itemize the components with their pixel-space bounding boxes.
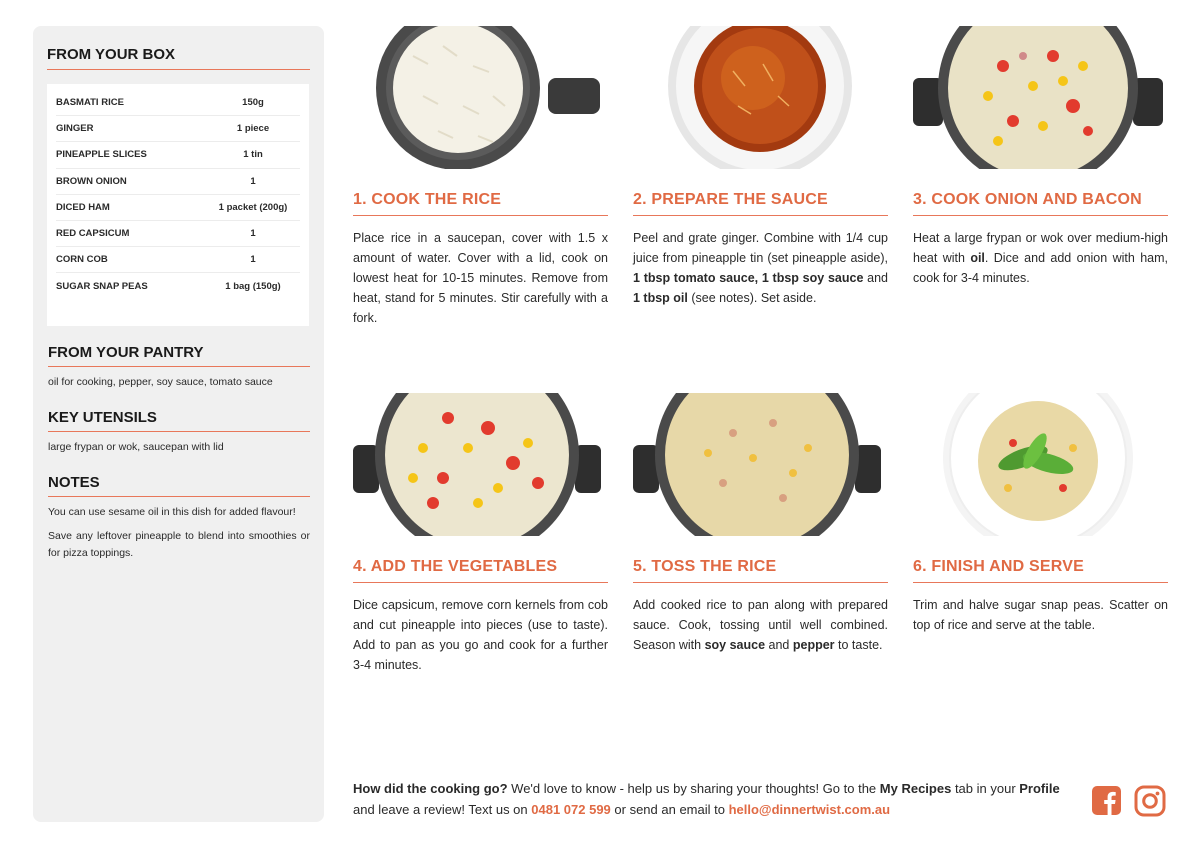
note-text: Save any leftover pineapple to blend into smoothies or for pizza toppings. (48, 529, 310, 559)
table-row (56, 90, 300, 116)
step-4-photo (353, 393, 608, 536)
step-4-title: 4. ADD THE VEGETABLES (353, 558, 608, 583)
table-row (56, 247, 300, 273)
table-row (56, 221, 300, 247)
table-row (56, 116, 300, 142)
email-link[interactable]: hello@dinnertwist.com.au (728, 802, 891, 817)
ingredient-name: GINGER (56, 123, 94, 135)
ingredient-qty: 150g (242, 97, 264, 109)
ingredients-sidebar (33, 26, 324, 822)
note-text: You can use sesame oil in this dish for added flavour! (48, 505, 296, 518)
step-5-photo (633, 393, 888, 536)
step-2-text: Peel and grate ginger. Combine with 1/4 cup juice from pineapple tin (set pineapple aside), 1 tbsp tomato sauce, 1 tbsp soy sauce and 1 tbsp oil (see notes). Set aside. (633, 231, 888, 305)
ingredient-qty: 1 piece (236, 123, 270, 135)
step-1-text: Place rice in a saucepan, cover with 1.5 x amount of water. Cover with a lid, cook on lowest heat for 10-15 minutes. Remove from heat, stand for 5 minutes. Stir carefully with a fork. (353, 231, 608, 325)
step-3-text: Heat a large frypan or wok over medium-high heat with oil. Dice and add onion with ham, cook for 3-4 minutes. (913, 231, 1168, 285)
step-5 (633, 393, 888, 655)
phone-link[interactable]: 0481 072 599 (531, 802, 611, 817)
ingredient-name: RED CAPSICUM (56, 228, 130, 240)
step-5-text: Add cooked rice to pan along with prepared sauce. Cook, tossing until well combined. Season with soy sauce and pepper to taste. (633, 598, 888, 652)
instagram-icon[interactable] (1134, 785, 1166, 822)
notes-heading: NOTES (48, 474, 310, 497)
step-3-title: 3. COOK ONION AND BACON (913, 191, 1168, 216)
pantry-text: oil for cooking, pepper, soy sauce, tomato sauce (48, 375, 273, 388)
utensils-text: large frypan or wok, saucepan with lid (48, 440, 224, 453)
ingredient-qty: 1 (250, 254, 256, 266)
ingredient-qty: 1 (250, 175, 256, 187)
ingredient-qty: 1 (250, 228, 256, 240)
step-3-photo (913, 26, 1168, 169)
table-row (56, 169, 300, 195)
ingredient-qty: 1 bag (150g) (225, 280, 281, 292)
table-row (56, 195, 300, 221)
step-6-photo (913, 393, 1168, 536)
ingredient-name: PINEAPPLE SLICES (56, 149, 147, 161)
box-heading: FROM YOUR BOX (47, 46, 310, 70)
box-ingredients-table (47, 84, 309, 326)
step-6-text: Trim and halve sugar snap peas. Scatter on top of rice and serve at the table. (913, 598, 1168, 632)
step-6 (913, 393, 1168, 635)
step-2 (633, 26, 888, 308)
step-1 (353, 26, 608, 328)
pantry-section (47, 344, 310, 391)
pantry-heading: FROM YOUR PANTRY (48, 344, 310, 367)
step-4-text: Dice capsicum, remove corn kernels from cob and cut pineapple into pieces (use to taste). Add to pan as you go and cook for a further 3-4 minutes. (353, 598, 608, 672)
ingredient-name: BROWN ONION (56, 175, 127, 187)
step-4 (353, 393, 608, 675)
step-1-photo (353, 26, 608, 169)
step-2-photo (633, 26, 888, 169)
table-row (56, 273, 300, 299)
ingredient-qty: 1 packet (200g) (218, 201, 288, 213)
step-6-title: 6. FINISH AND SERVE (913, 558, 1168, 583)
feedback-footer: How did the cooking go? We'd love to know - help us by sharing your thoughts! Go to the My Recipes tab in your Profile and leave a review! Text us on 0481 072 599 or send an email to hello@dinnertwist.com.au (353, 781, 1060, 817)
table-row (56, 142, 300, 168)
ingredient-name: SUGAR SNAP PEAS (56, 280, 148, 292)
step-2-title: 2. PREPARE THE SAUCE (633, 191, 888, 216)
step-5-title: 5. TOSS THE RICE (633, 558, 888, 583)
ingredient-name: BASMATI RICE (56, 97, 124, 109)
notes-section (47, 474, 310, 562)
utensils-heading: KEY UTENSILS (48, 409, 310, 432)
ingredient-name: CORN COB (56, 254, 108, 266)
ingredient-name: DICED HAM (56, 201, 110, 213)
ingredient-qty: 1 tin (243, 149, 263, 161)
facebook-icon[interactable] (1091, 785, 1122, 821)
utensils-section (47, 409, 310, 456)
step-3 (913, 26, 1168, 288)
step-1-title: 1. COOK THE RICE (353, 191, 608, 216)
